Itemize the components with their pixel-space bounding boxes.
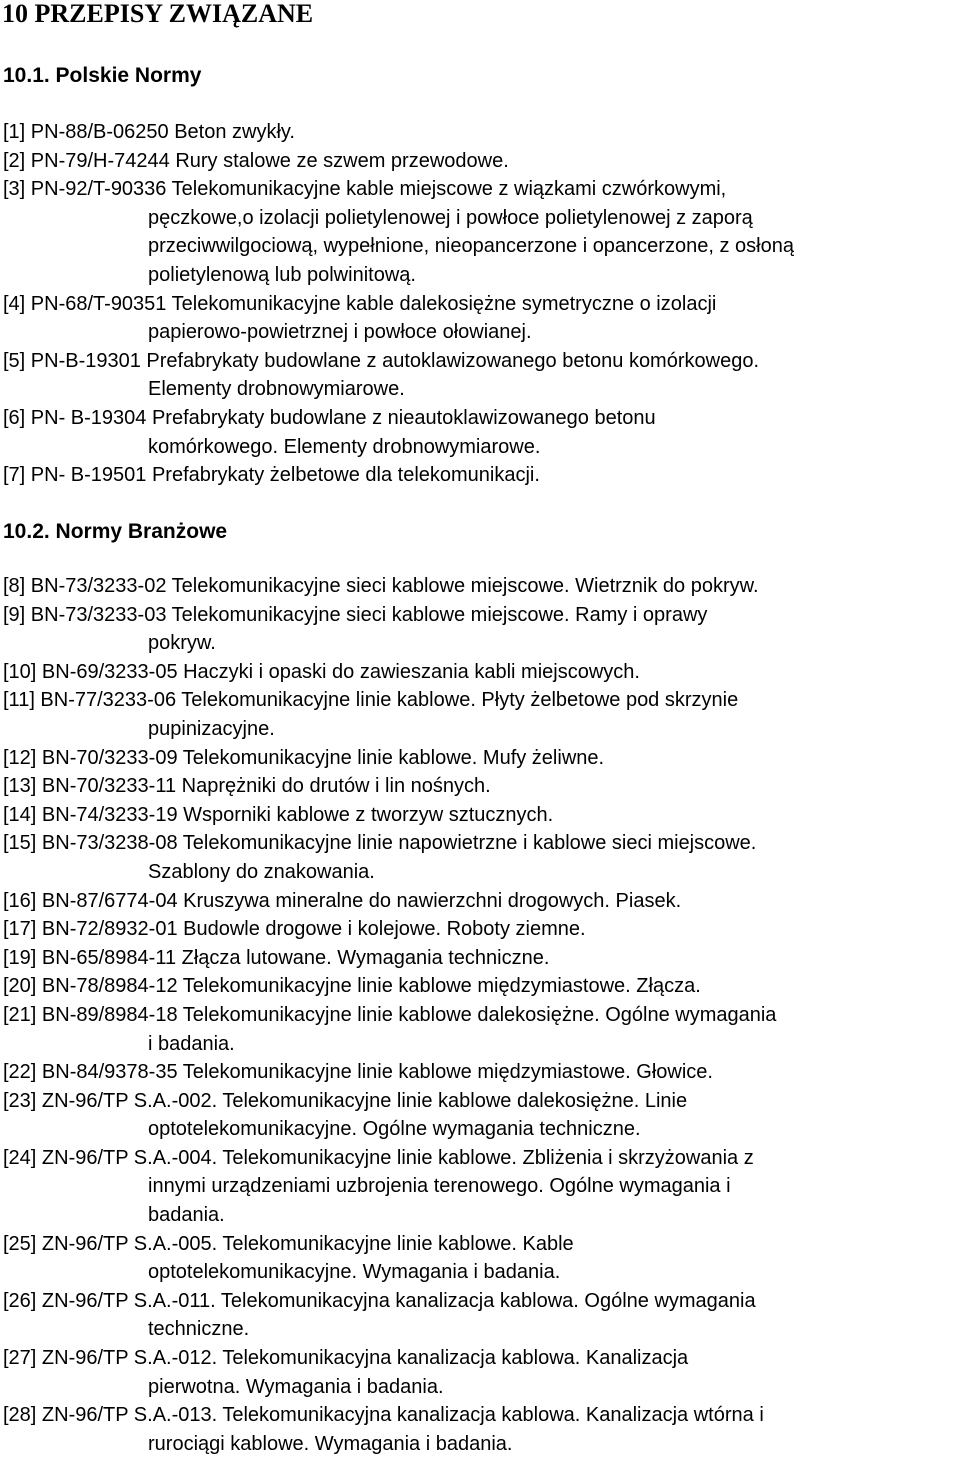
reference-item (3, 829, 960, 886)
section-title-industry-standards: 10.2. Normy Branżowe (3, 520, 228, 543)
reference-line: [24] ZN-96/TP S.A.-004. Telekomunikacyjne linie kablowe. Zbliżenia i skrzyżowania z (3, 1146, 754, 1169)
reference-line: [25] ZN-96/TP S.A.-005. Telekomunikacyjne linie kablowe. Kable (3, 1232, 574, 1255)
reference-line: pupinizacyjne. (148, 717, 275, 740)
reference-line: [17] BN-72/8932-01 Budowle drogowe i kolejowe. Roboty ziemne. (3, 918, 586, 941)
reference-line: polietylenową lub polwinitową. (148, 263, 416, 286)
reference-item (3, 972, 960, 1001)
reference-line: Elementy drobnowymiarowe. (148, 378, 405, 401)
reference-item (3, 572, 960, 601)
section-title-polish-standards: 10.1. Polskie Normy (3, 64, 202, 87)
reference-line: techniczne. (148, 1318, 250, 1341)
reference-line: [5] PN-B-19301 Prefabrykaty budowlane z autoklawizowanego betonu komórkowego. (3, 349, 759, 372)
reference-line: pęczkowe,o izolacji polietylenowej i powłoce polietylenowej z zaporą (148, 206, 753, 229)
reference-item (3, 658, 960, 687)
reference-item (3, 1001, 960, 1058)
reference-list-polish-standards (3, 118, 960, 490)
reference-line: optotelekomunikacyjne. Wymagania i badania. (148, 1261, 561, 1284)
reference-item (3, 801, 960, 830)
reference-item (3, 686, 960, 743)
reference-line: Szablony do znakowania. (148, 860, 375, 883)
reference-line: [6] PN- B-19304 Prefabrykaty budowlane z nieautoklawizowanego betonu (3, 406, 656, 429)
reference-item (3, 461, 960, 490)
reference-item (3, 601, 960, 658)
reference-line: [15] BN-73/3238-08 Telekomunikacyjne linie napowietrzne i kablowe sieci miejscowe. (3, 832, 757, 855)
reference-item (3, 944, 960, 973)
reference-line: [9] BN-73/3233-03 Telekomunikacyjne sieci kablowe miejscowe. Ramy i oprawy (3, 603, 708, 626)
reference-line: i badania. (148, 1032, 235, 1055)
reference-line: [23] ZN-96/TP S.A.-002. Telekomunikacyjne linie kablowe dalekosiężne. Linie (3, 1089, 688, 1112)
reference-line: [13] BN-70/3233-11 Naprężniki do drutów i lin nośnych. (3, 775, 491, 798)
reference-line: pokryw. (148, 632, 216, 655)
reference-line: [1] PN-88/B-06250 Beton zwykły. (3, 121, 295, 143)
reference-line: innymi urządzeniami uzbrojenia terenowego. Ogólne wymagania i (148, 1175, 731, 1198)
reference-item (3, 1401, 960, 1458)
reference-item (3, 147, 960, 176)
reference-list-industry-standards (3, 572, 960, 1458)
reference-line: [21] BN-89/8984-18 Telekomunikacyjne linie kablowe dalekosiężne. Ogólne wymagania (3, 1003, 777, 1026)
reference-item (3, 118, 960, 147)
reference-line: [19] BN-65/8984-11 Złącza lutowane. Wymagania techniczne. (3, 946, 550, 969)
reference-item (3, 1344, 960, 1401)
reference-item (3, 915, 960, 944)
reference-item (3, 744, 960, 773)
reference-item (3, 1287, 960, 1344)
reference-item (3, 887, 960, 916)
chapter-title: 10 PRZEPISY ZWIĄZANE (2, 0, 314, 28)
reference-line: [11] BN-77/3233-06 Telekomunikacyjne linie kablowe. Płyty żelbetowe pod skrzynie (3, 689, 739, 712)
reference-item (3, 175, 960, 289)
reference-item (3, 1230, 960, 1287)
reference-line: [4] PN-68/T-90351 Telekomunikacyjne kable dalekosiężne symetryczne o izolacji (3, 292, 717, 315)
reference-line: pierwotna. Wymagania i badania. (148, 1375, 444, 1398)
reference-line: komórkowego. Elementy drobnowymiarowe. (148, 435, 541, 458)
reference-item (3, 1144, 960, 1230)
reference-line: [8] BN-73/3233-02 Telekomunikacyjne sieci kablowe miejscowe. Wietrznik do pokryw. (3, 575, 759, 597)
reference-line: [16] BN-87/6774-04 Kruszywa mineralne do nawierzchni drogowych. Piasek. (3, 889, 682, 912)
reference-line: przeciwwilgociową, wypełnione, nieopancerzone i opancerzone, z osłoną (148, 235, 794, 258)
reference-line: [12] BN-70/3233-09 Telekomunikacyjne linie kablowe. Mufy żeliwne. (3, 746, 605, 769)
reference-line: papierowo-powietrznej i powłoce ołowianej. (148, 321, 532, 344)
reference-line: optotelekomunikacyjne. Ogólne wymagania techniczne. (148, 1118, 641, 1141)
reference-line: badania. (148, 1204, 225, 1227)
reference-item (3, 290, 960, 347)
reference-line: [22] BN-84/9378-35 Telekomunikacyjne linie kablowe międzymiastowe. Głowice. (3, 1061, 713, 1084)
reference-line: [28] ZN-96/TP S.A.-013. Telekomunikacyjna kanalizacja kablowa. Kanalizacja wtórna i (3, 1404, 764, 1427)
reference-item (3, 347, 960, 404)
reference-line: [7] PN- B-19501 Prefabrykaty żelbetowe dla telekomunikacji. (3, 464, 540, 487)
reference-item (3, 1087, 960, 1144)
reference-line: [3] PN-92/T-90336 Telekomunikacyjne kable miejscowe z wiązkami czwórkowymi, (3, 178, 727, 201)
reference-line: [27] ZN-96/TP S.A.-012. Telekomunikacyjna kanalizacja kablowa. Kanalizacja (3, 1347, 689, 1370)
reference-line: [20] BN-78/8984-12 Telekomunikacyjne linie kablowe międzymiastowe. Złącza. (3, 975, 701, 998)
reference-item (3, 1058, 960, 1087)
reference-line: [10] BN-69/3233-05 Haczyki i opaski do zawieszania kabli miejscowych. (3, 660, 640, 683)
reference-item (3, 404, 960, 461)
reference-line: [14] BN-74/3233-19 Wsporniki kablowe z tworzyw sztucznych. (3, 803, 554, 826)
reference-line: rurociągi kablowe. Wymagania i badania. (148, 1432, 513, 1455)
reference-line: [26] ZN-96/TP S.A.-011. Telekomunikacyjna kanalizacja kablowa. Ogólne wymagania (3, 1289, 756, 1312)
reference-line: [2] PN-79/H-74244 Rury stalowe ze szwem przewodowe. (3, 149, 509, 172)
reference-item (3, 772, 960, 801)
